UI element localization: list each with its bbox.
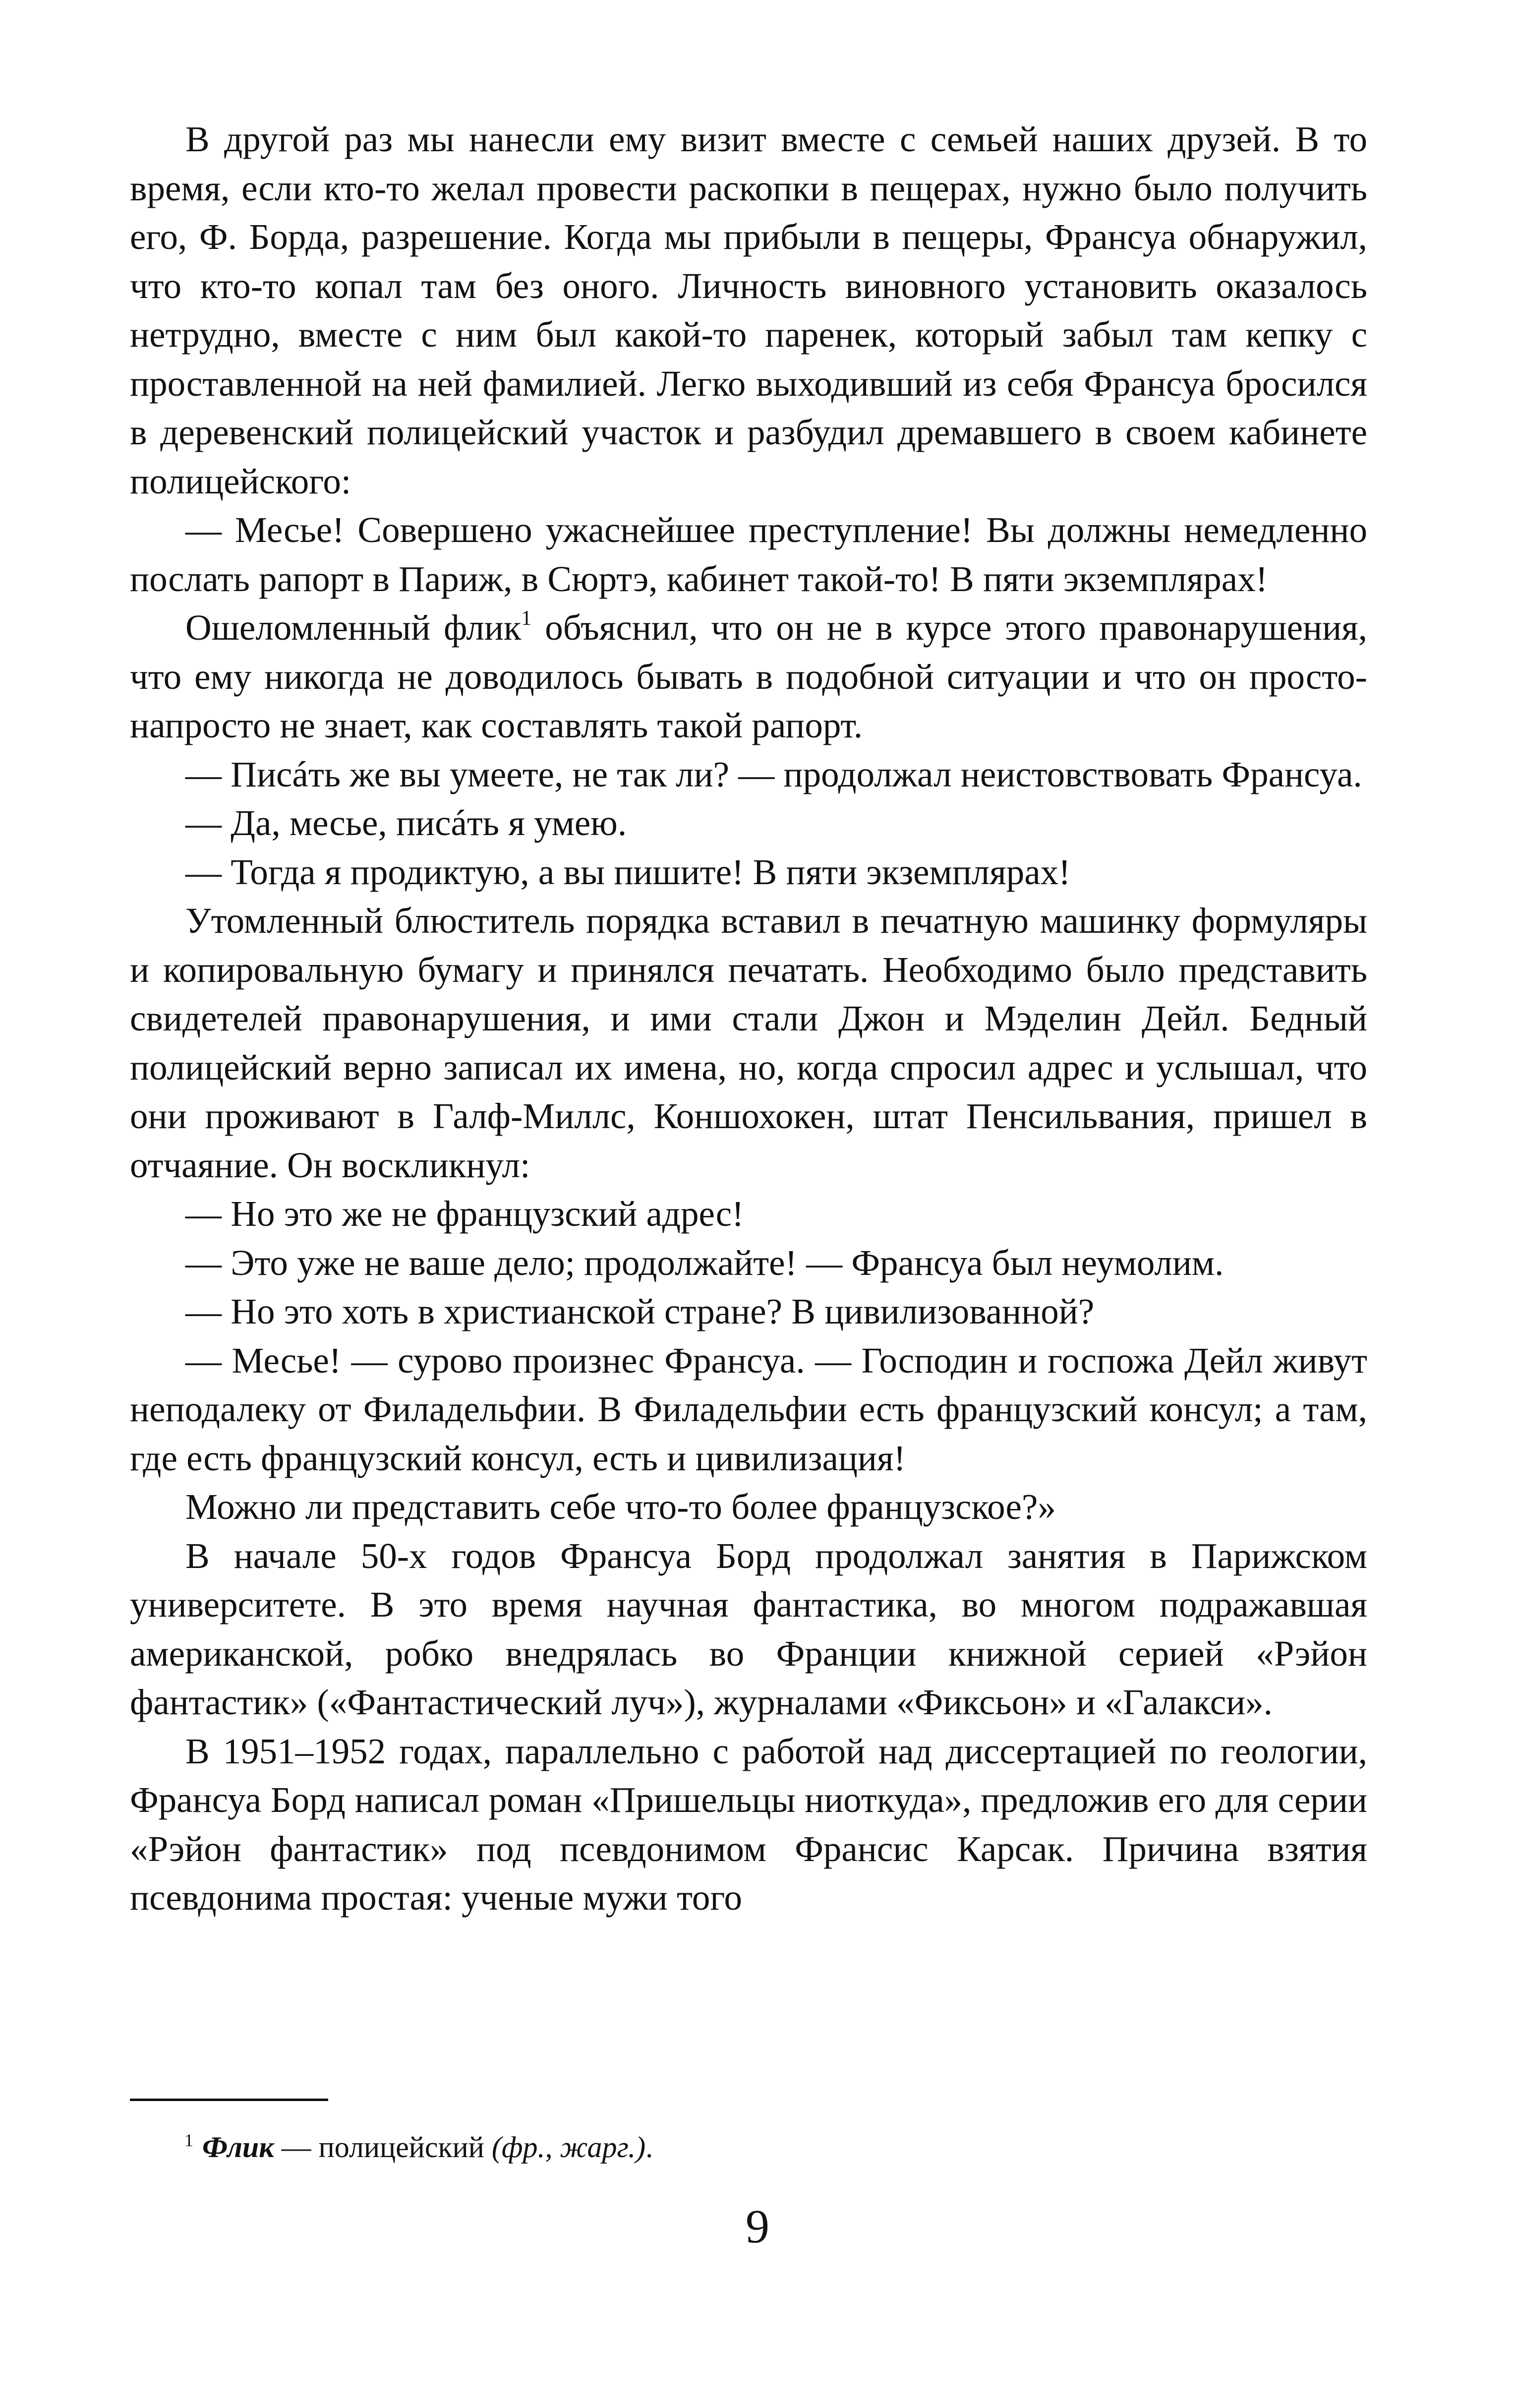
footnote-end: . xyxy=(645,2131,653,2164)
paragraph-8: — Но это же не французский адрес! xyxy=(185,1194,744,1234)
paragraph-3-end: объяснил, что он не в курсе этого правонарушения, что ему никогда не доводилось бывать в подобной ситуации и что он просто-напросто не знает, как составлять такой рапорт. xyxy=(130,607,1367,745)
paragraph-1: В другой раз мы нанесли ему визит вместе с семьей наших друзей. В то время, если кто-то желал провести раскопки в пещерах, нужно было получить его, Ф. Борда, разрешение. Когда мы прибыли в пещеры, Франсуа обнаружил, что кто-то копал там без оного. Личность виновного установить оказалось нетрудно, вместе с ним был какой-то паренек, который забыл там кепку с проставленной на ней фамилией. Легко выходивший из себя Франсуа бросился в деревенский полицейский участок и разбудил дремавшего в своем кабинете полицейского: xyxy=(130,119,1367,501)
footnote-term: Флик xyxy=(202,2131,274,2164)
paragraph-11: — Месье! — сурово произнес Франсуа. — Господин и госпожа Дейл живут неподалеку от Филадельфии. В Филадельфии есть французский консул; а там, где есть французский консул, есть и цивилизация! xyxy=(130,1340,1367,1478)
page-number: 9 xyxy=(746,2200,769,2253)
paragraph-9: — Это уже не ваше дело; продолжайте! — Франсуа был неумолим. xyxy=(185,1242,1224,1283)
paragraph-4: — Писáть же вы умеете, не так ли? — продолжал неистовствовать Франсуа. xyxy=(185,754,1362,794)
paragraph-2: — Месье! Совершено ужаснейшее преступление! Вы должны немедленно послать рапорт в Париж, в Сюртэ, кабинет такой-то! В пяти экземплярах! xyxy=(130,510,1367,599)
footnote-reference-mark[interactable]: 1 xyxy=(521,607,532,630)
footnote-definition: — полицейский xyxy=(274,2131,492,2164)
footnote-mark: 1 xyxy=(184,2130,193,2150)
paragraph-6: — Тогда я продиктую, а вы пишите! В пяти экземплярах! xyxy=(185,851,1071,892)
footnote-source: (фр., жарг.) xyxy=(491,2131,646,2164)
paragraph-3 xyxy=(130,603,1367,750)
paragraph-10: — Но это хоть в христианской стране? В цивилизованной? xyxy=(185,1291,1095,1331)
paragraph-12: Можно ли представить себе что-то более французское?» xyxy=(185,1487,1056,1527)
footnote xyxy=(184,2127,653,2167)
paragraph-13: В начале 50-х годов Франсуа Борд продолжал занятия в Парижском университете. В это время научная фантастика, во многом подражавшая американской, робко внедрялась во Франции книжной серией «Рэйон фантастик» («Фантастический луч»), журналами «Фиксьон» и «Галакси». xyxy=(130,1535,1367,1722)
page-body xyxy=(130,115,1367,1923)
footnote-divider xyxy=(130,2099,328,2101)
paragraph-5: — Да, месье, писáть я умею. xyxy=(185,803,627,843)
paragraph-3-start: Ошеломленный флик xyxy=(185,607,522,648)
paragraph-7: Утомленный блюститель порядка вставил в печатную машинку формуляры и копировальную бумагу и принялся печатать. Необходимо было представить свидетелей правонарушения, и ими стали Джон и Мэделин Дейл. Бедный полицейский верно записал их имена, но, когда спросил адрес и услышал, что они проживают в Галф-Миллс, Коншохокен, штат Пенсильвания, пришел в отчаяние. Он воскликнул: xyxy=(130,901,1367,1185)
paragraph-14: В 1951–1952 годах, параллельно с работой над диссертацией по геологии, Франсуа Борд написал роман «Пришельцы ниоткуда», предложив его для серии «Рэйон фантастик» под псевдонимом Франсис Карсак. Причина взятия псевдонима простая: ученые мужи того xyxy=(130,1731,1367,1918)
